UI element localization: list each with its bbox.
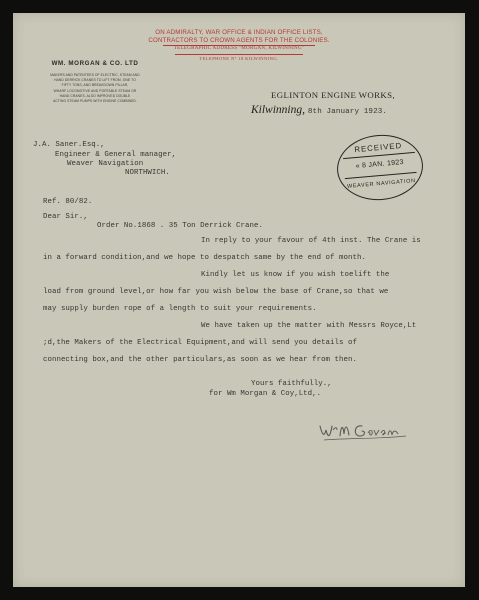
description-line: ACTING STEAM PUMPS WITH ENGINE COMBINED.: [53, 99, 137, 104]
body-line: Kindly let us know if you wish toelift the: [201, 271, 390, 279]
recipient-title: Engineer & General manager,: [55, 151, 177, 159]
subject-line: Order No.1868 . 35 Ton Derrick Crane.: [97, 222, 263, 230]
telegraphic-address: TELEGRAPHIC ADDRESS "MORGAN, KILWINNING": [173, 46, 305, 51]
stamp-received: RECEIVED: [354, 141, 403, 155]
place-date-line: [251, 104, 387, 116]
reference: Ref. 80/82.: [43, 198, 93, 206]
description-line: WHARF LOCOMOTIVE AND PORTABLE STEAM OR: [53, 88, 137, 93]
letterhead-rule-2: [175, 54, 303, 55]
body-line: We have taken up the matter with Messrs Royce,Lt: [201, 322, 417, 330]
description-line: MAKERS AND PATENTEES OF ELECTRIC, STEAM AND: [50, 73, 140, 77]
body-line: In reply to your favour of 4th inst. The Crane is: [201, 237, 421, 245]
description-line: HAND CRANES, ALSO IMPROVED DOUBLE: [59, 93, 131, 98]
received-stamp: [334, 131, 425, 203]
description-line: HAND DERRICK CRANES TO LIFT FROM. ONE TO: [54, 78, 136, 83]
place-name: Kilwinning,: [251, 104, 305, 116]
salutation: Dear Sir.,: [43, 213, 88, 221]
stamp-organisation: WEAVER NAVIGATION: [346, 177, 416, 190]
letterhead-line-1: ON ADMIRALTY, WAR OFFICE & INDIAN OFFICE LISTS,: [155, 29, 323, 36]
closing: Yours faithfully.,: [251, 380, 332, 388]
letter-page: [13, 13, 465, 587]
body-line: connecting box,and the other particulars,as soon as we hear from then.: [43, 356, 357, 364]
description-line: FIFTY TONS, AND BREAKDOWN PILLAR,: [61, 83, 129, 88]
company-name: WM. MORGAN & CO. LTD: [51, 60, 139, 67]
telephone-number: TELEPHONE Nº 18 KILWINNING.: [199, 56, 279, 61]
body-line: may supply burden rope of a length to suit your requirements.: [43, 305, 317, 313]
body-line: ;d,the Makers of the Electrical Equipment,and will send you details of: [43, 339, 357, 347]
recipient-town: NORTHWICH.: [125, 169, 170, 177]
letterhead-line-2: CONTRACTORS TO CROWN AGENTS FOR THE COLONIES.: [148, 37, 330, 44]
signatory-line: for Wm Morgan & Coy,Ltd,.: [209, 390, 322, 398]
letter-date: 8th January 1923.: [307, 108, 388, 116]
recipient-organisation: Weaver Navigation: [67, 160, 144, 168]
body-line: in a forward condition,and we hope to despatch same by the end of month.: [43, 254, 366, 262]
company-description: [35, 73, 155, 104]
stamp-date: « 8 JAN. 1923: [355, 158, 405, 171]
works-name: EGLINTON ENGINE WORKS,: [271, 90, 396, 100]
handwritten-signature: [318, 418, 408, 444]
recipient-name: J.A. Saner.Esq.,: [33, 141, 105, 149]
body-line: load from ground level,or how far you wish below the base of Crane,so that we: [43, 288, 389, 296]
